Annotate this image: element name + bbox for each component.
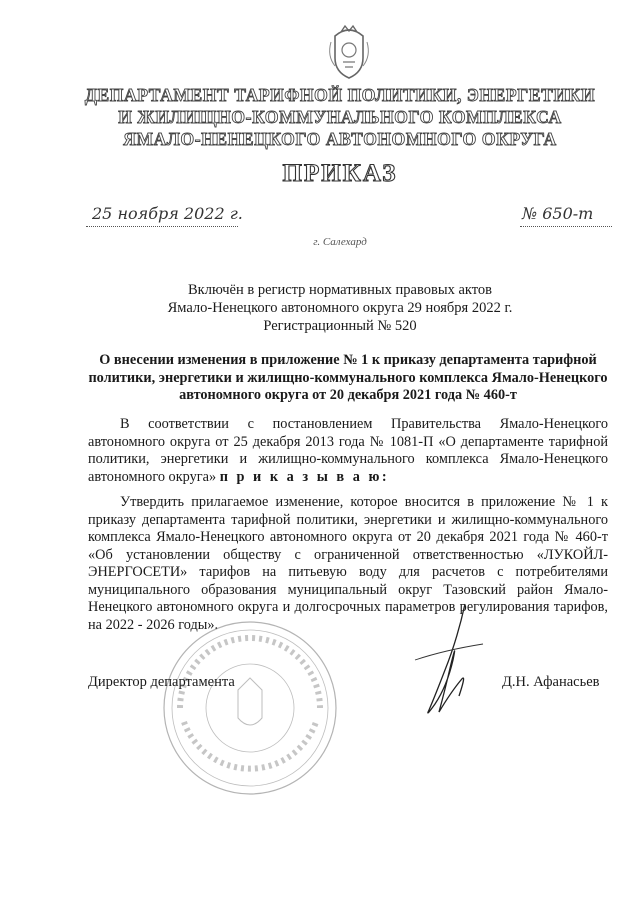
registration-line1: Включён в регистр нормативных правовых актов <box>188 282 492 298</box>
preamble-paragraph <box>88 416 608 486</box>
registration-line2: Ямало-Ненецкого автономного округа 29 ноября 2022 г. <box>167 300 513 316</box>
signatory-position: Директор департамента <box>88 674 235 690</box>
department-name-line3: ЯМАЛО-НЕНЕЦКОГО АВТОНОМНОГО ОКРУГА <box>123 129 557 149</box>
official-seal-icon <box>160 618 340 798</box>
resolution-paragraph: Утвердить прилагаемое изменение, которое вносится в приложение № 1 к приказу департамента тарифной политики, энергетики и жилищно-коммунального комплекса Ямало-Ненецкого автономного округа от 20 декабря 2021 года № 460-т «Об установлении обществу с ограниченной ответственностью «ЛУКОЙЛ-ЭНЕРГОСЕТИ» тарифов на питьевую воду для расчетов с потребителями муниципального образования муниципальный округ Тазовский район Ямало-Ненецкого автономного округа и долгосрочных параметров регулирования тарифов, на 2022 - 2026 годы». <box>88 494 608 633</box>
department-name-line1: ДЕПАРТАМЕНТ ТАРИФНОЙ ПОЛИТИКИ, ЭНЕРГЕТИКИ <box>84 85 596 105</box>
signatory-name: Д.Н. Афанасьев <box>502 674 600 690</box>
coat-of-arms-icon <box>325 22 373 80</box>
city-label: г. Салехард <box>313 236 367 248</box>
order-subject: О внесении изменения в приложение № 1 к приказу департамента тарифной политики, энергетики и жилищно-коммунального комплекса Ямало-Ненецкого автономного округа от 20 декабря 2021 года № 460-т <box>88 352 608 403</box>
number-underline <box>520 226 612 227</box>
date-underline <box>86 226 238 227</box>
signature-icon <box>395 600 490 720</box>
registration-number: Регистрационный № 520 <box>263 318 417 334</box>
order-verb: п р и к а з ы в а ю: <box>219 468 390 485</box>
document-title: ПРИКАЗ <box>282 160 398 187</box>
order-date: 25 ноября 2022 г. <box>92 204 243 223</box>
preamble-text: В соответствии с постановлением Правительства Ямало-Ненецкого автономного округа от 25 декабря 2013 года № 1081-П «О департаменте тарифной политики, энергетики и жилищно-коммунального комплекса Ямало-Ненецкого автономного округа» <box>88 416 608 485</box>
order-number: № 650-т <box>522 204 594 223</box>
department-name-line2: И ЖИЛИЩНО-КОММУНАЛЬНОГО КОМПЛЕКСА <box>118 107 562 127</box>
